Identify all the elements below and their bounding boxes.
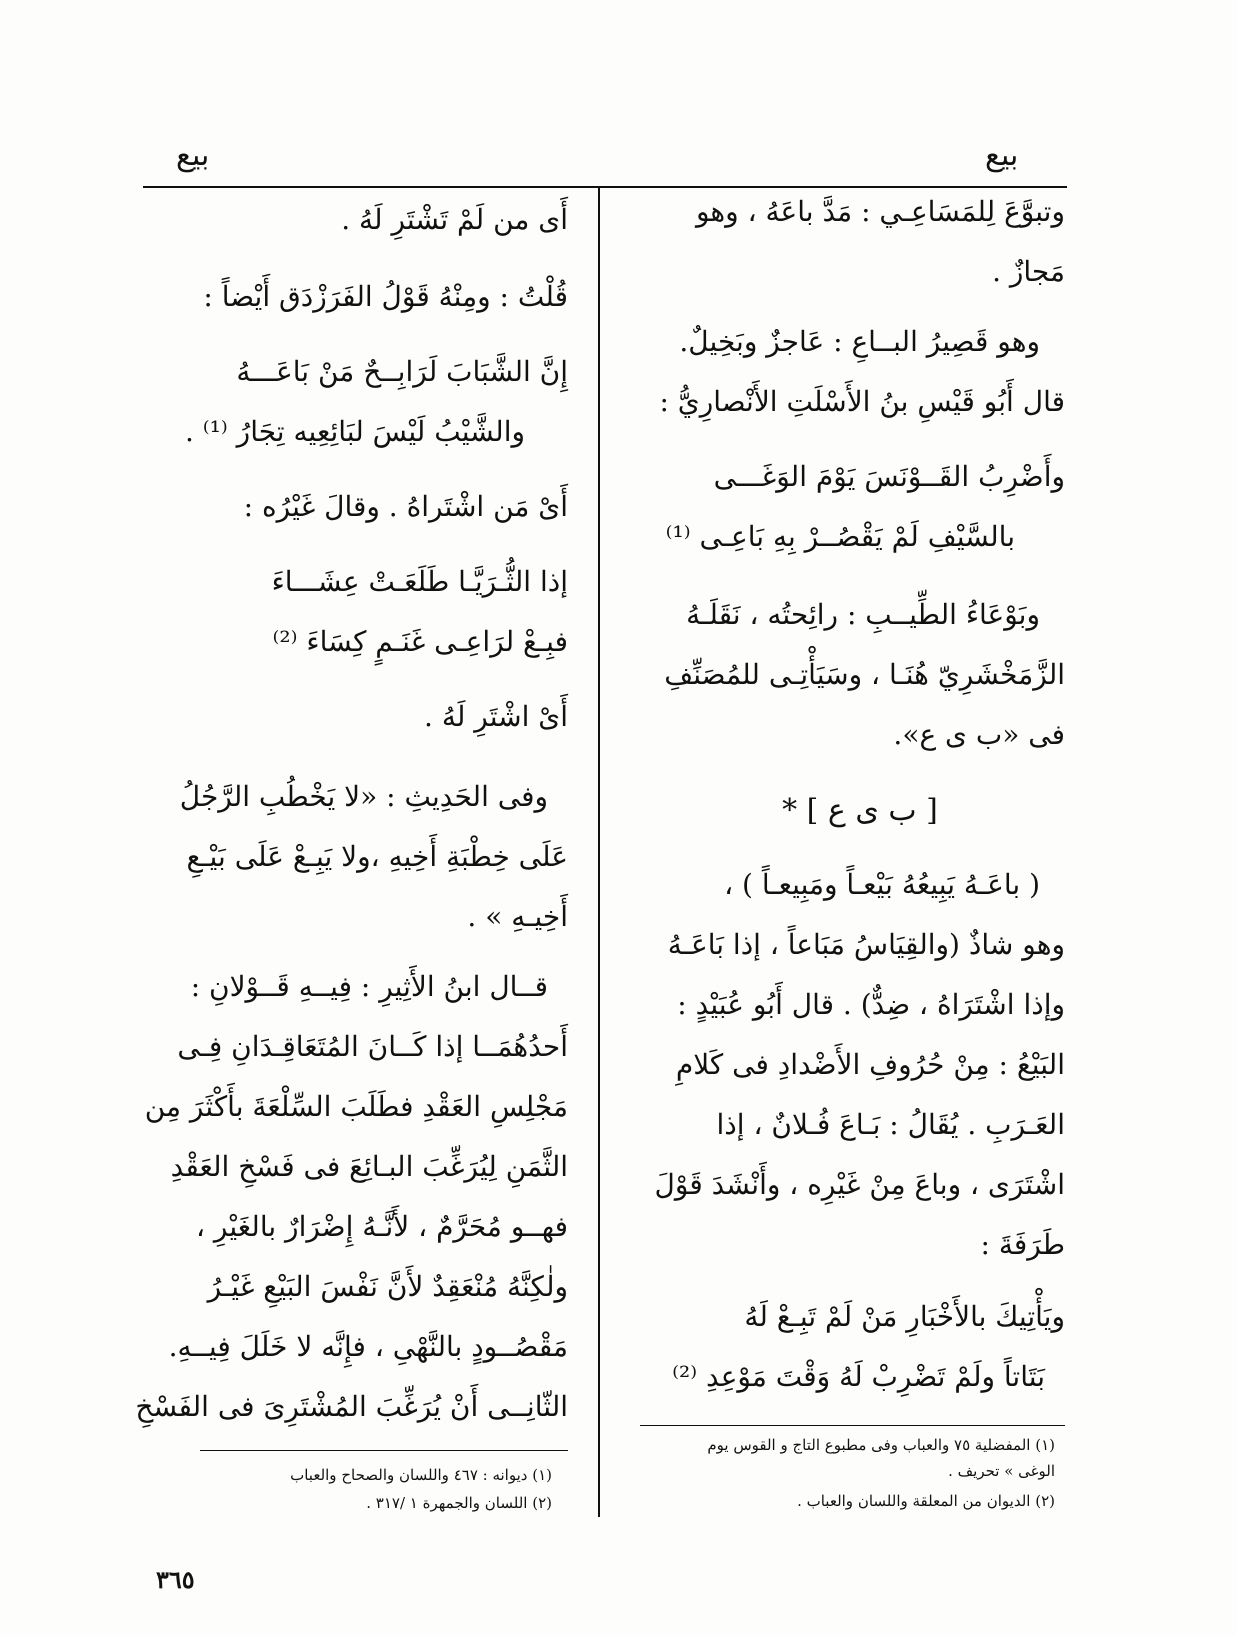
verse-hemistich: فبِـعْ لرَاعِـى غَنَـمٍ كِسَاءَ ⁽²⁾ [272,625,568,658]
text-line: العَـرَبِ . يُقَالُ : بَـاعَ فُـلانٌ ، إذا [716,1108,1065,1141]
text-line: الزَّمَخْشَرِيّ هُنَـا ، وسَيَأْتِـى للمُصَنِّفِ [664,658,1065,691]
text-line: فهــو مُحَرَّمٌ ، لأَنَّـهُ إِضْرَارٌ بالغَيْرِ ، [195,1210,568,1243]
footnote: (٢) الديوان من المعلقة واللسان والعباب . [797,1492,1055,1510]
text-line: ولٰكِنَّهُ مُنْعَقِدٌ لأَنَّ نَفْسَ البَيْعِ غَيْـرُ [207,1270,568,1303]
text-line: وهو شاذٌ (والقِيَاسُ مَبَاعاً ، إذا بَاعَـهُ [667,928,1065,961]
verse-hemistich: بالسَّيْفِ لَمْ يَقْصُــرْ بِهِ بَاعِـى ⁽¹⁾ [665,520,1015,553]
running-header-right: بيع [985,138,1019,173]
footnote: (١) ديوانه : ٤٦٧ واللسان والصحاح والعباب [290,1466,552,1484]
footnote-rule [200,1450,568,1451]
verse-hemistich: وأَضْرِبُ القَــوْنَسَ يَوْمَ الوَغَـــى [713,460,1065,493]
text-line: أَخِيـهِ » . [467,900,568,933]
verse-hemistich: إذا الثُّـرَيَّـا طَلَعَـتْ عِشَـــاءَ [271,565,568,598]
text-line: قُلْتُ : ومِنْهُ قَوْلُ الفَرَزْدَق أَيْضاً : [203,280,568,313]
text-line: أَى من لَمْ تَشْتَرِ لَهُ . [341,203,568,236]
text-line: قــال ابنُ الأَثِيرِ : فِيــهِ قَــوْلانِ : [190,970,548,1003]
header-rule [143,186,1067,188]
verse-hemistich: والشَّيْبُ لَيْسَ لبَائِعِيه تِجَارُ ⁽¹⁾ . [184,415,525,448]
text-line: وفى الحَدِيثِ : «لا يَخْطُبِ الرَّجُلُ [179,780,548,813]
text-line: اشْتَرَى ، وباعَ مِنْ غَيْرِه ، وأَنْشَدَ قَوْلَ [654,1168,1065,1201]
text-line: أَىْ مَن اشْتَراهُ . وقالَ غَيْرُه : [243,490,568,523]
verse-hemistich: ويَأْتِيكَ بالأَخْبَارِ مَنْ لَمْ تَبِـعْ لَهُ [744,1300,1065,1333]
text-line: وتبوَّعَ لِلمَسَاعِـي : مَدَّ باعَهُ ، وهو [695,195,1065,228]
text-line: مَجْلِسِ العَقْدِ فطَلَبَ السِّلْعَةَ بأَكْثَرَ مِن [144,1090,568,1123]
entry-heading: [ ب ى ع ] * [782,793,938,828]
text-line: طَرَفَةَ : [980,1228,1065,1261]
page-number: ٣٦٥ [156,1565,195,1594]
verse-hemistich: بَتَاتاً ولَمْ تَضْرِبْ لَهُ وَقْتَ مَوْعِدِ ⁽²⁾ [672,1360,1045,1393]
text-line: مَجازٌ . [992,255,1065,288]
footnote: الوغى » تحريف . [948,1462,1055,1480]
footnote: (٢) اللسان والجمهرة ١ /٣١٧ . [366,1494,552,1512]
text-line: ( باعَـهُ يَبِيعُهُ بَيْعـاً ومَبِيعـاً ) ، [724,868,1040,901]
text-line: قال أَبُو قَيْسِ بنُ الأَسْلَتِ الأَنْصارِيُّ : [659,385,1065,418]
text-line: أَحدُهُمَــا إذا كَــانَ المُتَعَاقِـدَانِ فِـى [177,1030,568,1063]
text-line: أَىْ اشْتَرِ لَهُ . [424,700,568,733]
text-line: وهو قَصِيرُ البــاعِ : عَاجزٌ وبَخِيلٌ. [679,325,1040,358]
text-line: الثّانِــى أَنْ يُرَغِّبَ المُشْتَرِىَ فى الفَسْخِ [135,1390,568,1423]
text-line: الثَّمَنِ لِيُرَغِّبَ البـائِعَ فى فَسْخِ العَقْدِ [170,1150,568,1183]
text-line: فى «ب ى ع». [893,718,1065,751]
running-header-left: بيع [176,138,210,173]
text-line: مَقْصُــودٍ بالنَّهْىِ ، فإِنَّه لا خَلَلَ فِيــهِ. [168,1330,568,1363]
text-line: وإذا اشْتَرَاهُ ، ضِدٌّ) . قال أَبُو عُبَيْدٍ : [677,988,1065,1021]
text-line: وبَوْعَاءُ الطِّيــبِ : رائِحتُه ، نَقَلَـهُ [686,598,1040,631]
text-line: البَيْعُ : مِنْ حُرُوفِ الأَضْدادِ فى كَلامِ [675,1048,1065,1081]
column-divider [598,187,600,1517]
footnote-rule [640,1425,1065,1426]
verse-hemistich: إِنَّ الشَّبَابَ لَرَابِــحٌ مَنْ بَاعَـــهُ [236,355,568,388]
footnote: (١) المفضلية ٧٥ والعباب وفى مطبوع التاج و القوس يوم [707,1436,1055,1454]
text-line: عَلَى خِطْبَةِ أَخِيهِ ،ولا يَبِـعْ عَلَى بَيْـعِ [186,840,568,873]
